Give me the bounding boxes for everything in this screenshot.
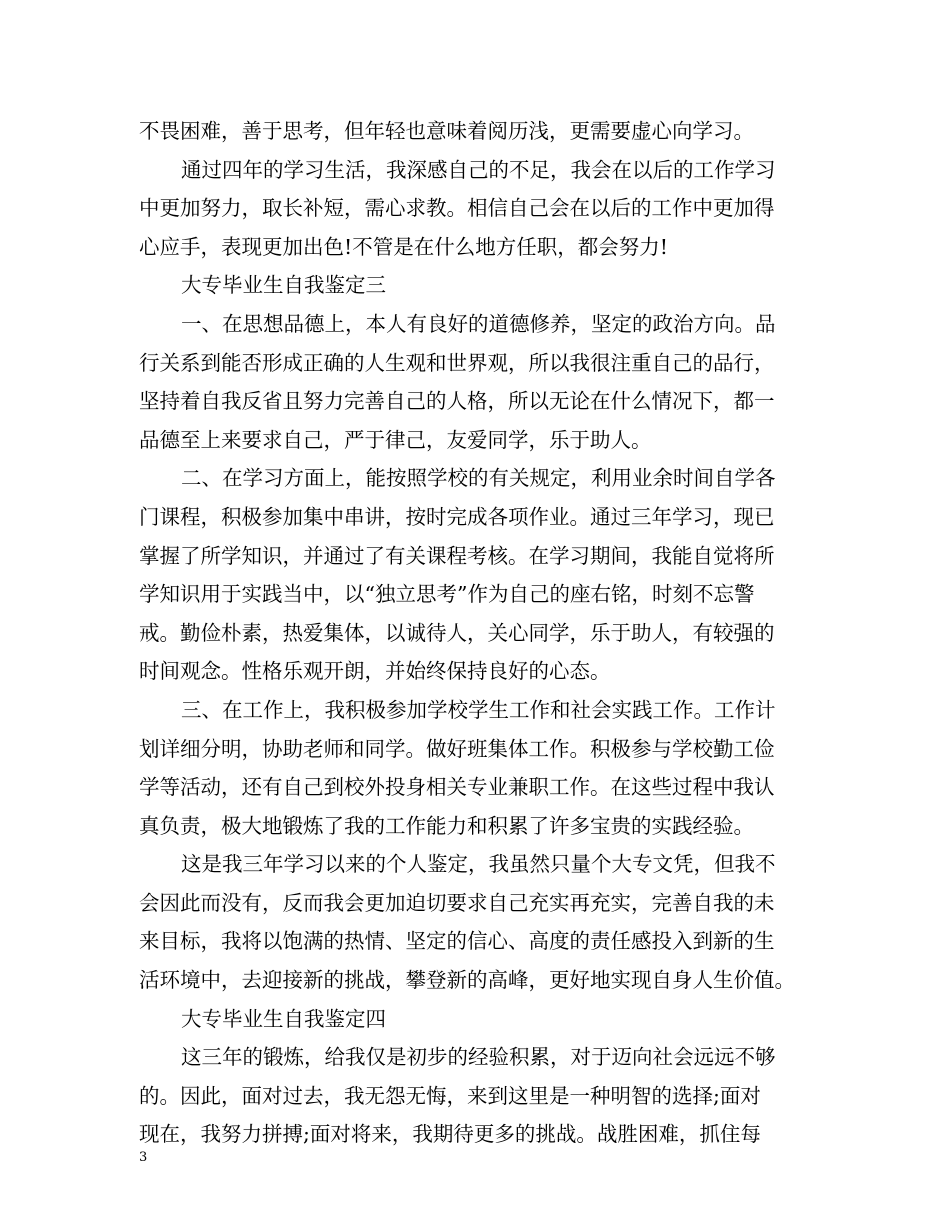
text-line: 活环境中，去迎接新的挑战，攀登新的高峰，更好地实现自身人生价值。 bbox=[139, 968, 795, 993]
text-line: 品德至上来要求自己，严于律己，友爱同学，乐于助人。 bbox=[139, 427, 652, 452]
text-line: 三、在工作上，我积极参加学校学生工作和社会实践工作。工作计 bbox=[181, 697, 776, 722]
document-body bbox=[139, 112, 815, 1154]
text-line: 不畏困难，善于思考，但年轻也意味着阅历浅，更需要虚心向学习。 bbox=[139, 119, 754, 143]
text-line: 戒。勤俭朴素，热爱集体，以诚待人，关心同学，乐于助人，有较强的 bbox=[139, 620, 775, 645]
text-line: 这是我三年学习以来的个人鉴定，我虽然只量个大专文凭，但我不 bbox=[181, 852, 776, 877]
text-line: 通过四年的学习生活，我深感自己的不足，我会在以后的工作学习 bbox=[181, 157, 776, 182]
text-line: 坚持着自我反省且努力完善自己的人格，所以无论在什么情况下，都一 bbox=[139, 389, 775, 414]
page-number: 3 bbox=[139, 1150, 148, 1165]
text-line: 一、在思想品德上，本人有良好的道德修养，坚定的政治方向。品 bbox=[181, 311, 776, 336]
text-line: 会因此而没有，反而我会更加迫切要求自己充实再充实，完善自我的未 bbox=[139, 890, 775, 915]
text-line: 的。因此，面对过去，我无怨无悔，来到这里是一种明智的选择;面对 bbox=[139, 1083, 761, 1108]
text-line: 时间观念。性格乐观开朗，并始终保持良好的心态。 bbox=[139, 659, 611, 684]
text-line: 学知识用于实践当中，以“独立思考”作为自己的座右铭，时刻不忘警 bbox=[139, 582, 755, 607]
text-line: 大专毕业生自我鉴定三 bbox=[181, 273, 386, 298]
text-line: 学等活动，还有自己到校外投身相关专业兼职工作。在这些过程中我认 bbox=[139, 775, 775, 800]
text-line: 来目标，我将以饱满的热情、坚定的信心、高度的责任感投入到新的生 bbox=[139, 929, 775, 954]
text-line: 行关系到能否形成正确的人生观和世界观，所以我很注重自己的品行， bbox=[139, 350, 775, 375]
text-line: 大专毕业生自我鉴定四 bbox=[181, 1006, 386, 1031]
text-line: 二、在学习方面上，能按照学校的有关规定，利用业余时间自学各 bbox=[181, 466, 776, 491]
text-line: 中更加努力，取长补短，需心求教。相信自己会在以后的工作中更加得 bbox=[139, 196, 775, 221]
text-line: 门课程，积极参加集中串讲，按时完成各项作业。通过三年学习，现已 bbox=[139, 504, 775, 529]
text-line: 划详细分明，协助老师和同学。做好班集体工作。积极参与学校勤工俭 bbox=[139, 736, 775, 761]
text-line: 掌握了所学知识，并通过了有关课程考核。在学习期间，我能自觉将所 bbox=[139, 543, 775, 568]
text-line: 这三年的锻炼，给我仅是初步的经验积累，对于迈向社会远远不够 bbox=[181, 1045, 776, 1070]
text-line: 真负责，极大地锻炼了我的工作能力和积累了许多宝贵的实践经验。 bbox=[139, 813, 754, 838]
text-line: 现在，我努力拼搏;面对将来，我期待更多的挑战。战胜困难，抓住每 bbox=[139, 1122, 761, 1147]
text-line: 心应手，表现更加出色!不管是在什么地方任职，都会努力! bbox=[139, 234, 668, 259]
